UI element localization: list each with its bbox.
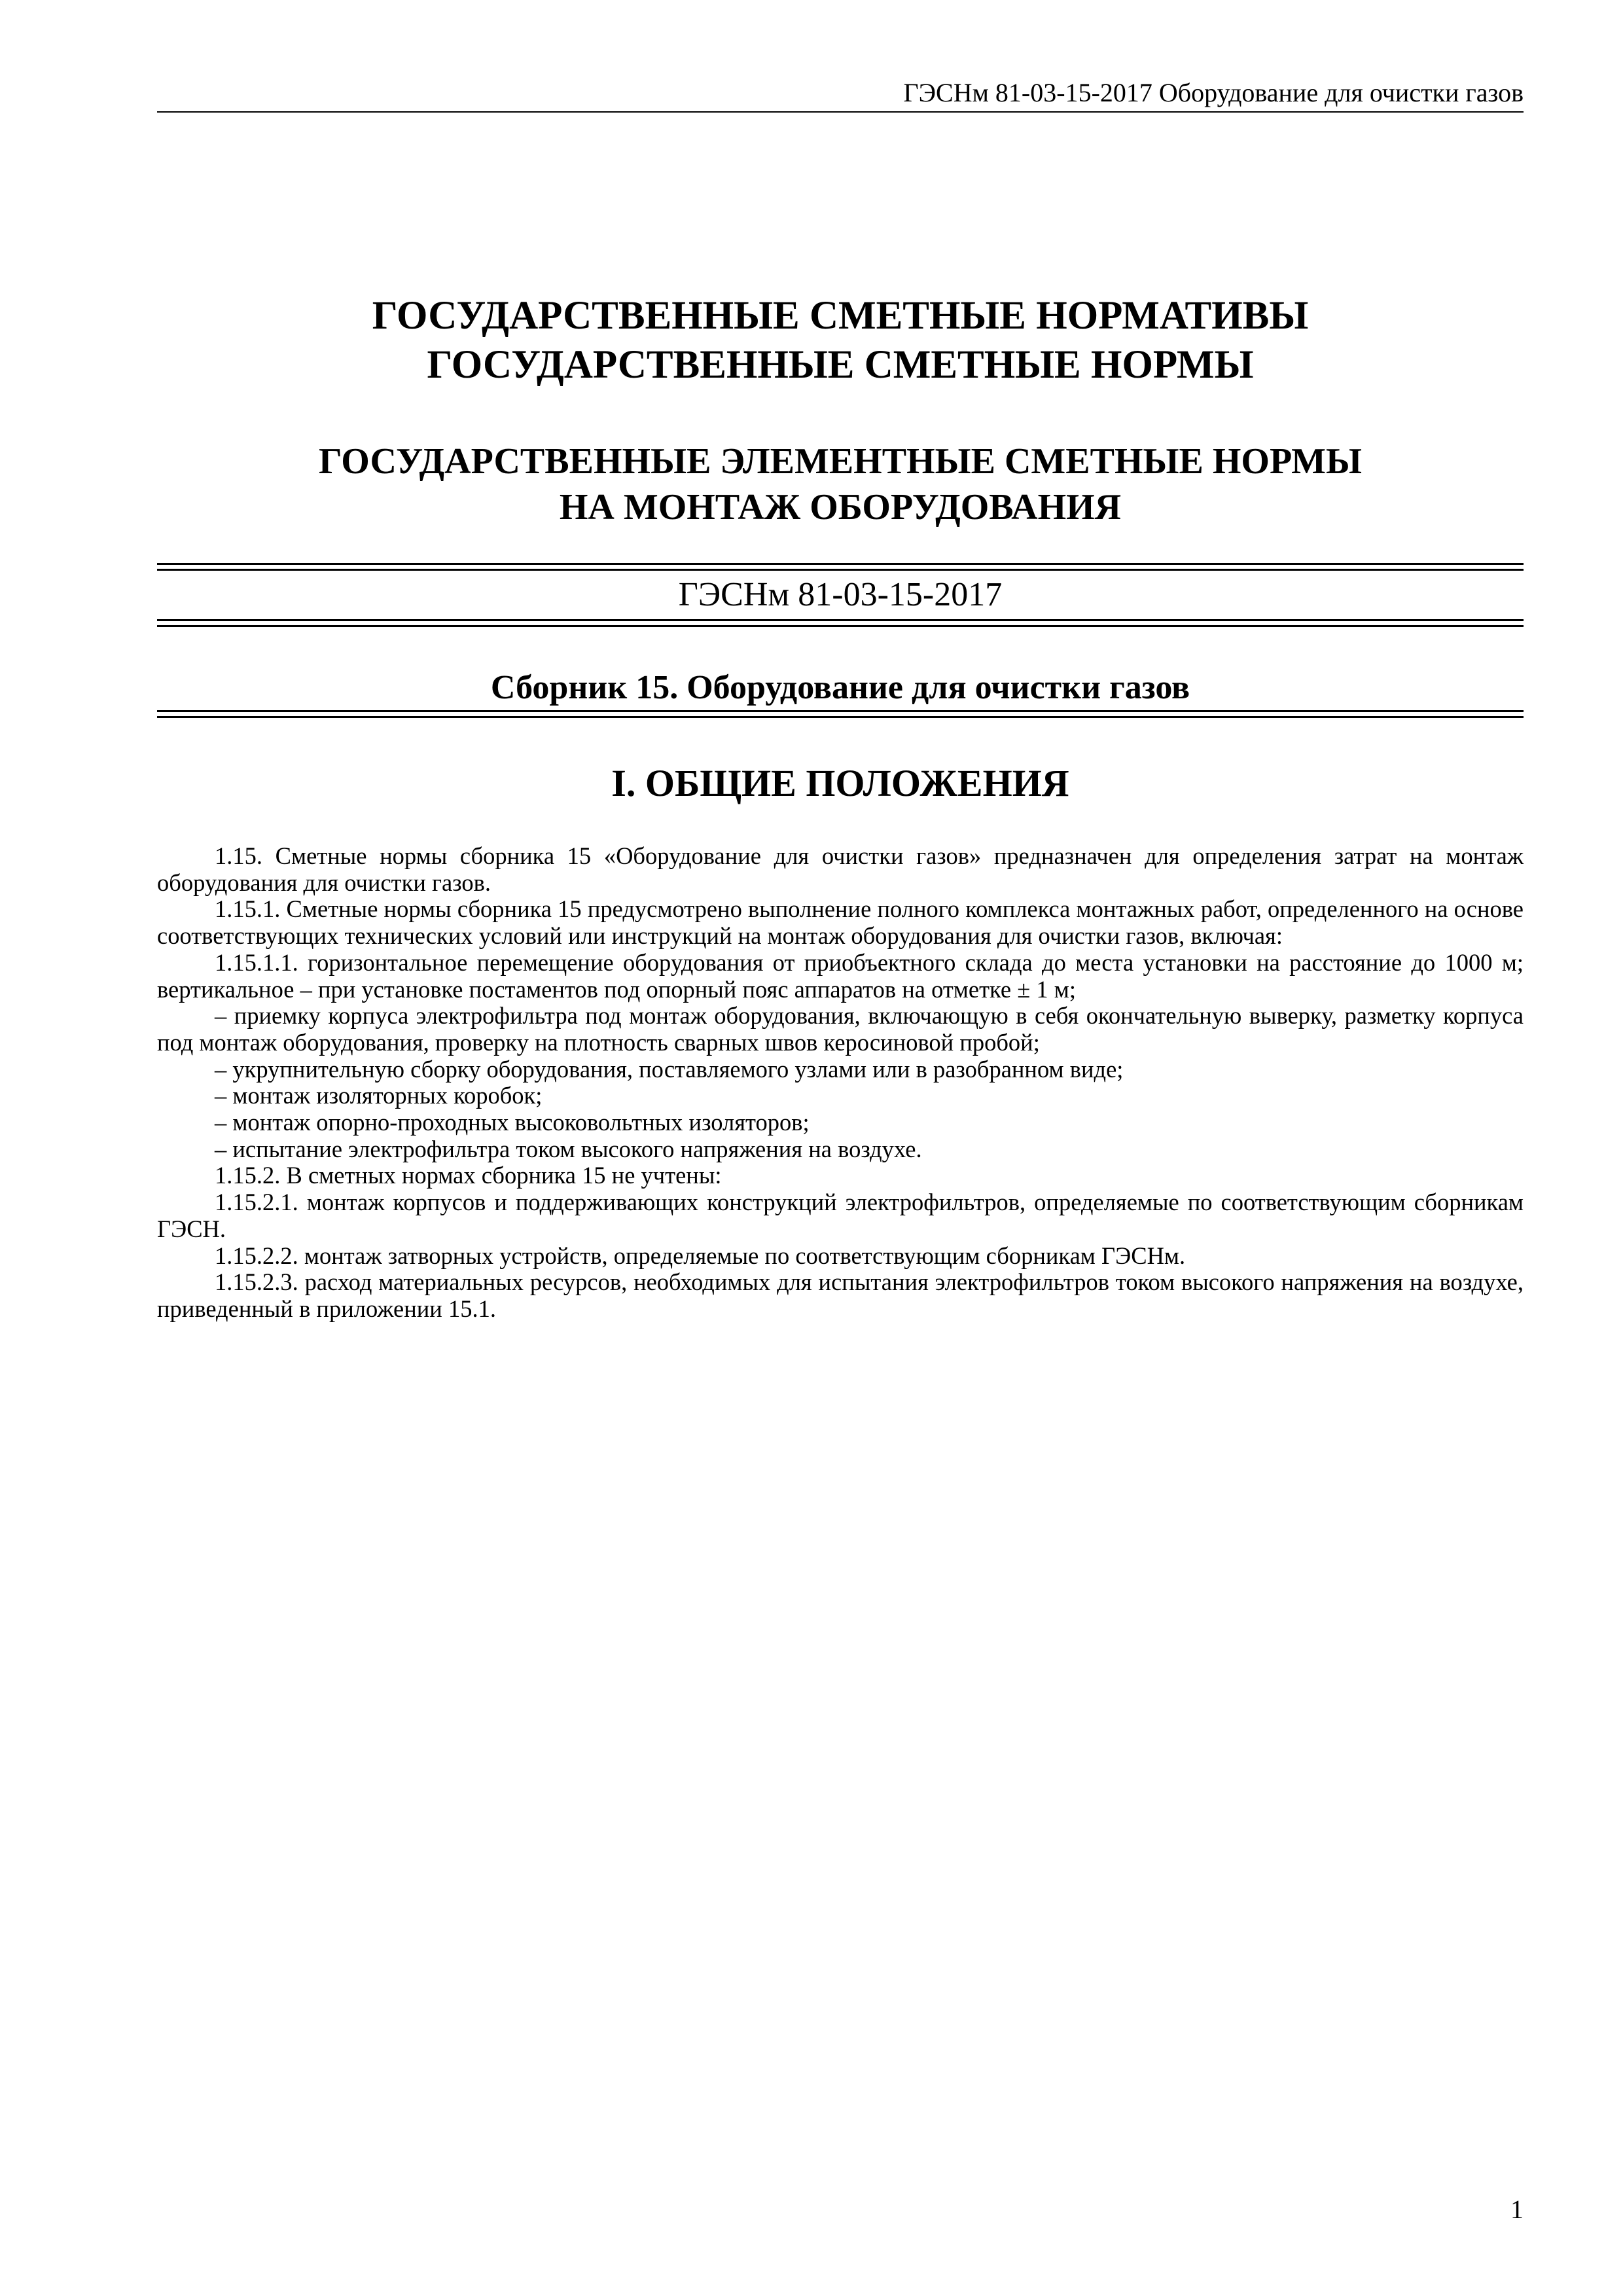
paragraph: – монтаж изоляторных коробок; (215, 1082, 543, 1109)
main-title-line-2: ГОСУДАРСТВЕННЫЕ СМЕТНЫЕ НОРМЫ (427, 343, 1254, 387)
paragraph: 1.15.1.1. горизонтальное перемещение оборудования от приобъектного склада до места установки на расстояние до 1000 м; вертикальное – при установке постаментов под опорный пояс аппаратов на отметке ± 1 м; (157, 948, 1524, 1003)
collection-title: Сборник 15. Оборудование для очистки газов (490, 669, 1190, 706)
page-number: 1 (1510, 2195, 1524, 2224)
paragraph: 1.15.1. Сметные нормы сборника 15 предусмотрено выполнение полного комплекса монтажных работ, определенного на основе соответствующих технических условий или инструкций на монтаж оборудования для очистки газов, включая: (157, 895, 1524, 950)
section-title: I. ОБЩИЕ ПОЛОЖЕНИЯ (611, 762, 1069, 804)
paragraph: 1.15.2.1. монтаж корпусов и поддерживающих конструкций электрофильтров, определяемые по соответствующим сборникам ГЭСН. (157, 1189, 1524, 1242)
double-rule-below-code (157, 619, 1524, 627)
paragraph: 1.15.2.2. монтаж затворных устройств, определяемые по соответствующим сборникам ГЭСНм. (215, 1242, 1186, 1269)
paragraph: 1.15.2.3. расход материальных ресурсов, необходимых для испытания электрофильтров током высокого напряжения на воздухе, приведенный в приложении 15.1. (157, 1268, 1524, 1322)
double-rule-below-collection (157, 710, 1524, 718)
header-rule (157, 111, 1524, 113)
document-code: ГЭСНм 81-03-15-2017 (678, 576, 1003, 613)
running-header: ГЭСНм 81-03-15-2017 Оборудование для очистки газов (903, 78, 1524, 107)
paragraph: – укрупнительную сборку оборудования, поставляемого узлами или в разобранном виде; (215, 1055, 1124, 1083)
paragraph: 1.15.2. В сметных нормах сборника 15 не учтены: (215, 1162, 722, 1189)
paragraph: – монтаж опорно-проходных высоковольтных изоляторов; (215, 1109, 810, 1136)
main-title (157, 291, 1524, 389)
paragraph: – испытание электрофильтра током высокого напряжения на воздухе. (215, 1135, 922, 1162)
subtitle-line-1: ГОСУДАРСТВЕННЫЕ ЭЛЕМЕНТНЫЕ СМЕТНЫЕ НОРМЫ (319, 441, 1362, 482)
paragraph: 1.15. Сметные нормы сборника 15 «Оборудование для очистки газов» предназначен для определения затрат на монтаж оборудования для очистки газов. (157, 842, 1524, 896)
body-text (157, 843, 1524, 1323)
subtitle (157, 439, 1524, 530)
subtitle-line-2: НА МОНТАЖ ОБОРУДОВАНИЯ (559, 487, 1122, 528)
double-rule-above-code (157, 563, 1524, 571)
main-title-line-1: ГОСУДАРСТВЕННЫЕ СМЕТНЫЕ НОРМАТИВЫ (372, 294, 1309, 338)
paragraph: – приемку корпуса электрофильтра под монтаж оборудования, включающую в себя окончательную выверку, разметку корпуса под монтаж оборудования, проверку на плотность сварных швов керосиновой пробой; (157, 1002, 1524, 1056)
